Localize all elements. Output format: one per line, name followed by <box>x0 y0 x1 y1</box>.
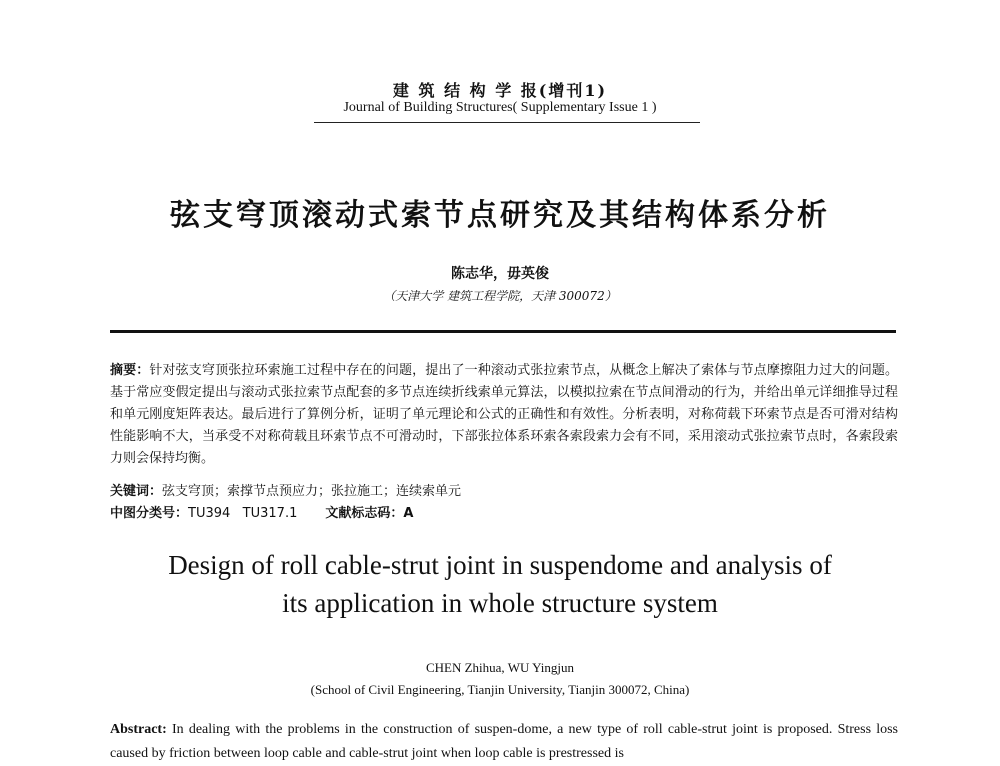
keywords-cn <box>110 480 461 499</box>
header-rule <box>314 122 700 123</box>
classification-label: 中图分类号： <box>110 506 189 521</box>
abstract-cn-text: 针对弦支穹顶张拉环索施工过程中存在的问题，提出了一种滚动式张拉索节点，从概念上解决了索体与节点摩擦阻力过大的问题。基于常应变假定提出与滚动式张拉索节点配套的多节点连续折线索单元算法，以模拟拉索在节点间滑动的行为，并给出单元详细推导过程和单元刚度矩阵表达。最后进行了算例分析，证明了单元理论和公式的正确性和有效性。分析表明，对称荷载下环索节点是否可滑对结构性能影响不大，当承受不对称荷载且环索节点不可滑动时，下部张拉体系环索各索段索力会有不同，采用滚动式张拉索节点时，各索段索力则会保持均衡。 <box>110 363 898 466</box>
paper-title-en-line2: its application in whole structure system <box>282 588 718 618</box>
classification-codes: TU394 TU317.1 <box>188 506 298 521</box>
classification-line <box>110 502 413 521</box>
authors-cn: 陈志华，毋英俊 <box>451 266 549 282</box>
paper-title-en-line1: Design of roll cable-strut joint in suspendome and analysis of <box>168 550 832 580</box>
affiliation-cn: （天津大学 建筑工程学院，天津 300072） <box>383 289 617 303</box>
abstract-cn <box>110 360 898 470</box>
document-code: A <box>403 506 414 521</box>
journal-name-cn: 建 筑 结 构 学 报(增刊1) <box>392 81 608 100</box>
section-divider <box>110 330 896 333</box>
document-code-label: 文献标志码： <box>325 506 404 521</box>
paper-title-en <box>0 546 1000 622</box>
authors-en: CHEN Zhihua, WU Yingjun <box>425 660 575 675</box>
abstract-en <box>110 718 898 766</box>
abstract-en-label: Abstract: <box>110 722 167 737</box>
affiliation-en: (School of Civil Engineering, Tianjin University, Tianjin 300072, China) <box>310 682 690 697</box>
keywords-cn-text: 弦支穹顶；索撑节点预应力；张拉施工；连续索单元 <box>162 484 462 499</box>
abstract-en-text: In dealing with the problems in the construction of suspen-dome, a new type of roll cable-strut joint is proposed. Stress loss caused by friction between loop cable and cable-strut joint when loop cable is prestressed is <box>110 722 898 761</box>
keywords-cn-label: 关键词： <box>110 484 163 499</box>
paper-title-cn: 弦支穹顶滚动式索节点研究及其结构体系分析 <box>170 198 830 233</box>
abstract-cn-label: 摘要： <box>110 363 150 378</box>
journal-name-en: Journal of Building Structures( Supplementary Issue 1 ) <box>343 100 657 115</box>
